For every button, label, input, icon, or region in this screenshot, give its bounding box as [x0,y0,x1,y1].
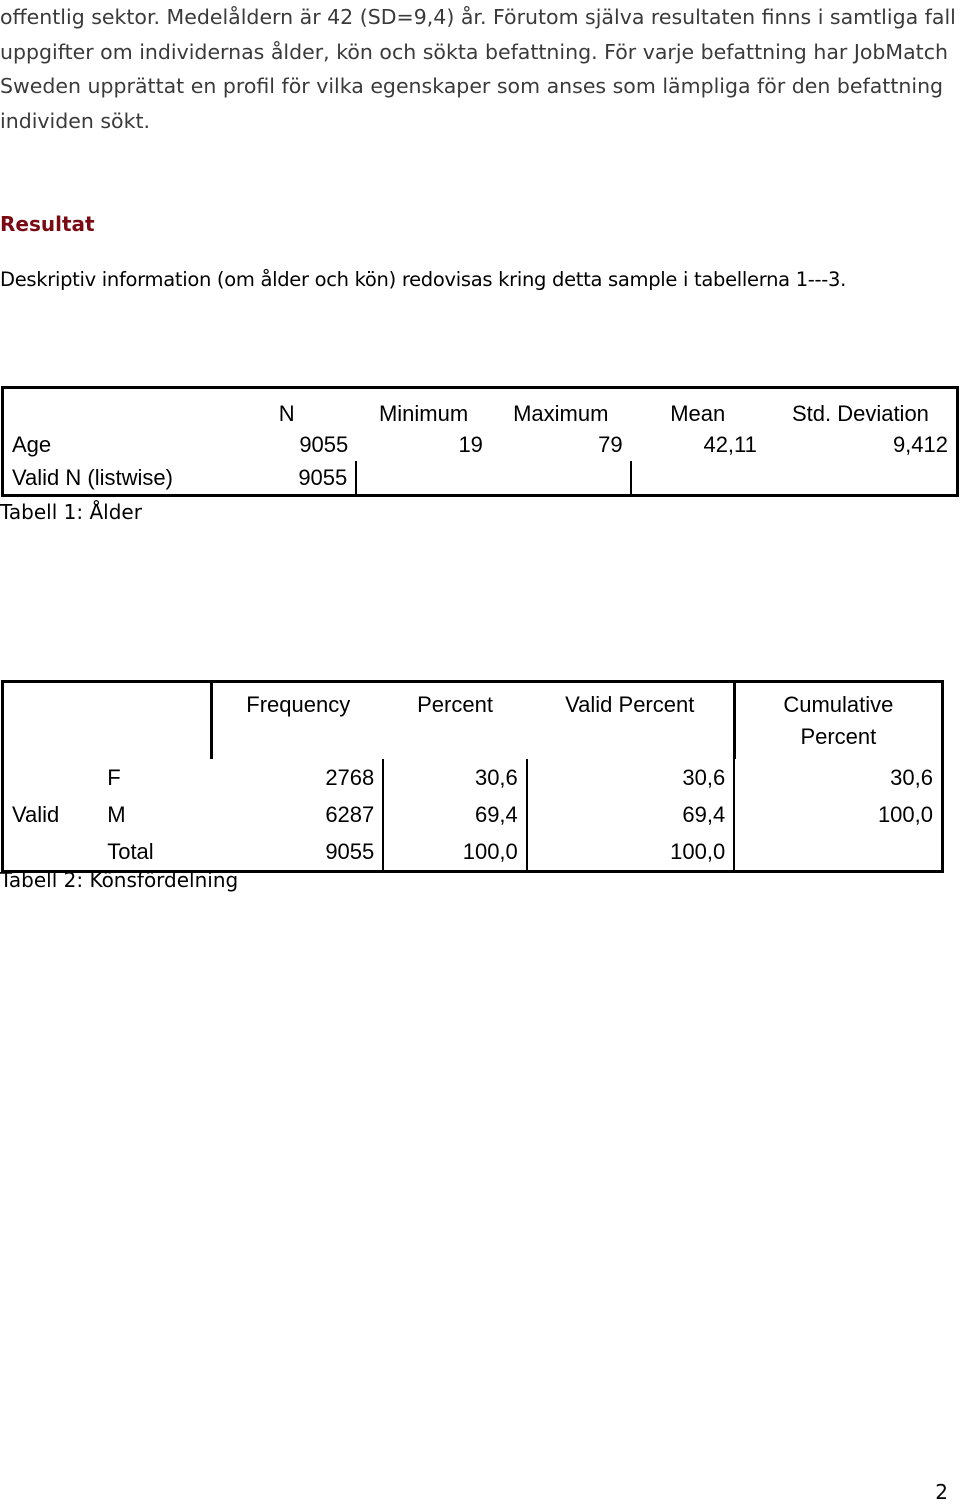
table-cell: 30,6 [383,759,527,796]
table-row [3,833,943,872]
table-cell: 69,4 [527,796,734,833]
table-cell [3,759,100,796]
header-cell: Frequency [246,692,351,717]
page-number: 2 [935,1480,948,1504]
header-cell: Std. Deviation [791,401,929,426]
table-cell: 100,0 [383,833,527,872]
table-cell: 69,4 [383,796,527,833]
group-label: Valid [12,801,60,827]
header-cell [3,682,100,760]
table-cell: 30,6 [527,759,734,796]
table-cell: 100,0 [527,833,734,872]
table-cell: 9055 [298,464,348,490]
header-cell [99,682,212,760]
header-cell: Percent [417,692,493,717]
header-cell: Mean [670,401,726,426]
table1-caption: Tabell 1: Ålder [0,500,142,524]
table-header-row [3,388,958,429]
table-cell [491,461,631,496]
section-heading: Resultat [0,212,95,236]
gender-distribution-table [1,680,944,873]
paragraph-line: Sweden upprättat en profil för vilka egenskaper som anses som lämpliga för den befattning [0,74,944,98]
table-row [3,759,943,796]
paragraph-line: individen sökt. [0,108,151,133]
table-cell: 30,6 [890,764,933,790]
table-header-row [3,682,943,760]
table-cell: 9055 [212,833,384,872]
table-cell [631,461,765,496]
table-cell [3,833,100,872]
header-cell: Cumulative Percent [734,682,942,760]
paragraph-line: offentlig sektor. Medelåldern är 42 (SD=9,4) år. Förutom själva resultaten finns i samtliga fall [0,5,956,29]
header-cell: Valid Percent [565,692,695,717]
table-cell [734,833,942,872]
intro-text: Deskriptiv information (om ålder och kön) redovisas kring detta sample i tabellerna 1---3. [0,268,847,291]
table-cell: 42,11 [703,431,757,457]
header-cell: N [278,401,295,426]
header-cell: Maximum [513,401,609,426]
table-cell [356,461,491,496]
table-row [3,461,958,496]
table2-caption: Tabell 2: Könsfördelning [0,868,239,892]
row-label: M [107,801,126,827]
table-cell: 9055 [299,431,349,457]
row-label: Total [107,838,154,864]
row-label: F [107,764,121,790]
table-cell: 19 [458,431,483,457]
header-cell [3,388,218,429]
table-cell: 9,412 [892,431,948,457]
table-row [3,428,958,461]
body-paragraph [0,0,960,138]
table-cell: 6287 [212,796,384,833]
table-cell: 2768 [212,759,384,796]
table-row [3,796,943,833]
table-cell: 100,0 [877,801,933,827]
table-cell: 79 [598,431,623,457]
paragraph-line: uppgifter om individernas ålder, kön och sökta befattning. För varje befattning har JobMatch [0,39,948,64]
table-cell [765,461,958,496]
header-cell: Minimum [378,401,469,426]
row-label: Age [12,431,52,457]
age-descriptives-table [1,386,959,497]
row-label: Valid N (listwise) [12,464,173,490]
